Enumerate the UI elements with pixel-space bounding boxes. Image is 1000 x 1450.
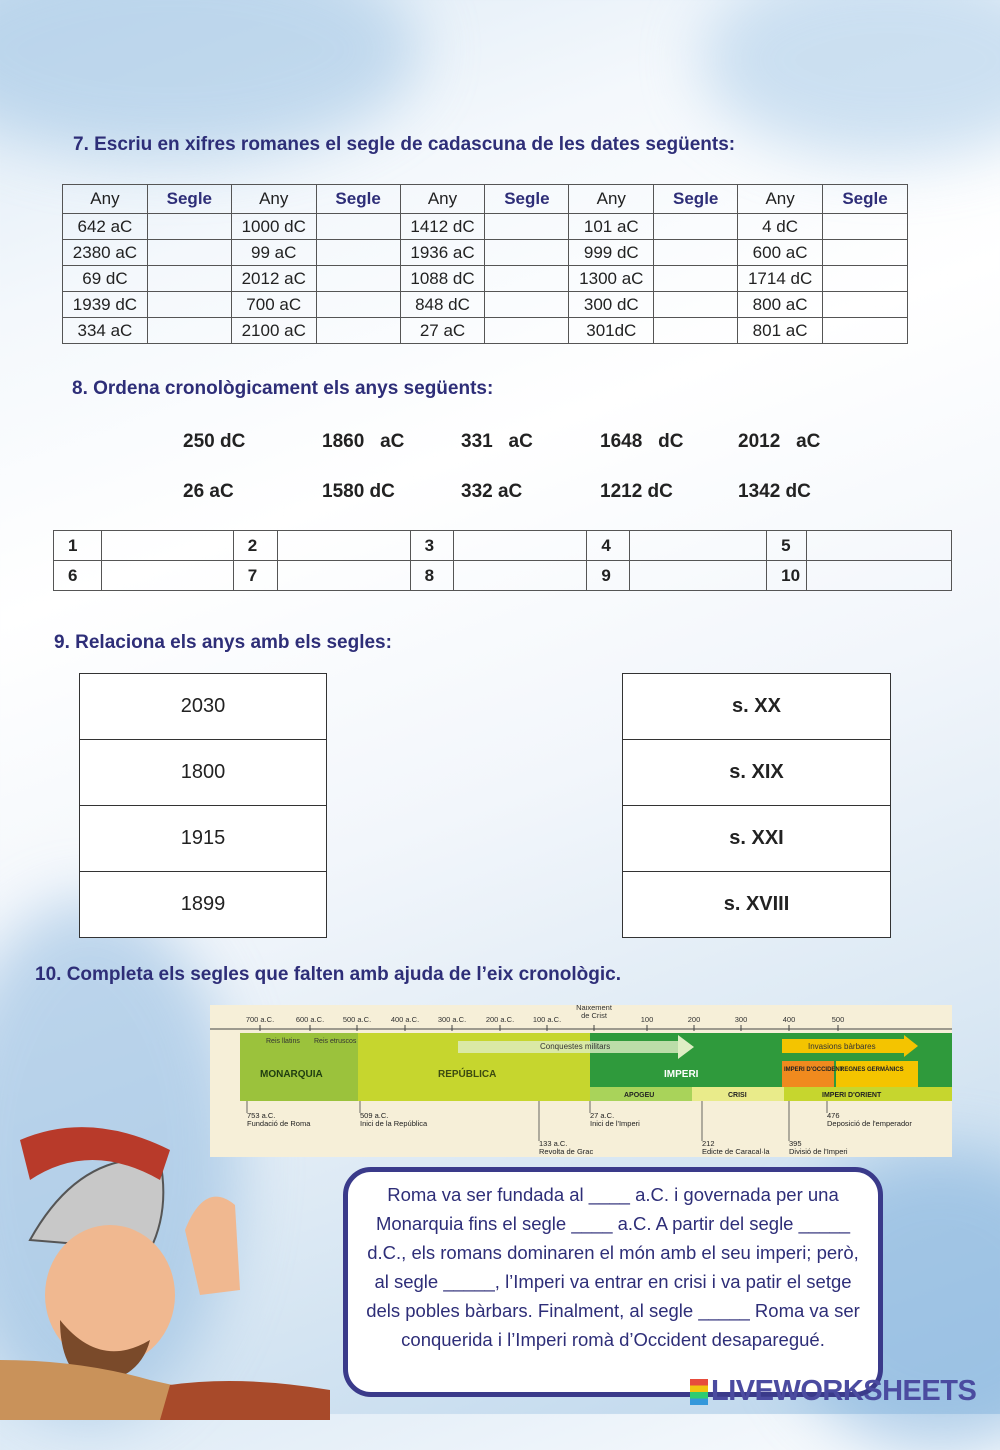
order-answer-cell[interactable]	[630, 531, 767, 561]
event-label: Deposició de l'emperador	[827, 1119, 912, 1128]
event-label: Divisió de l'Imperi	[789, 1147, 848, 1156]
q7-year-cell: 101 aC	[569, 214, 654, 240]
match-century[interactable]: s. XVIII	[723, 893, 790, 915]
event-label: Revolta de Grac	[539, 1147, 594, 1156]
year-item: 250 dC	[183, 431, 246, 452]
q7-century-answer-cell[interactable]	[316, 240, 400, 266]
q7-year-cell: 1714 dC	[738, 266, 823, 292]
q7-century-answer-cell[interactable]	[485, 214, 569, 240]
conquestes-label: Conquestes militars	[540, 1042, 611, 1051]
order-number: 10	[767, 561, 807, 591]
q7-year-cell: 334 aC	[63, 318, 148, 344]
event-year: 27 a.C.	[590, 1111, 615, 1120]
match-year[interactable]: 1915	[80, 806, 326, 872]
tick-label: 300 a.C.	[437, 1015, 467, 1024]
timeline-events	[247, 1101, 912, 1156]
q7-year-cell: 848 dC	[400, 292, 485, 318]
tick-label: 300	[734, 1015, 748, 1024]
q7-century-answer-cell[interactable]	[823, 318, 908, 344]
event-year: 476	[827, 1111, 840, 1120]
match-year[interactable]: 1800	[80, 740, 326, 806]
apogeu-label: APOGEU	[624, 1092, 655, 1099]
q7-century-answer-cell[interactable]	[316, 214, 400, 240]
timeline-ticks	[246, 1005, 844, 1031]
monarquia-label: MONARQUIA	[260, 1069, 323, 1080]
q7-century-answer-cell[interactable]	[316, 266, 400, 292]
q8-title: 8. Ordena cronològicament els anys següents:	[72, 378, 494, 399]
q7-year-cell: 1939 dC	[63, 292, 148, 318]
q7-year-cell: 301dC	[569, 318, 654, 344]
q7-century-answer-cell[interactable]	[485, 266, 569, 292]
q7-header-any: Any	[400, 185, 485, 214]
q7-header-segle: Segle	[485, 185, 569, 214]
tick-label: Naixement de Crist	[576, 1005, 612, 1020]
reis-etruscos-label: Reis etruscos	[314, 1038, 357, 1045]
q7-year-cell: 1088 dC	[400, 266, 485, 292]
invasions-label: Invasions bàrbares	[808, 1042, 876, 1051]
year-item: 26 aC	[183, 481, 234, 502]
q7-year-cell: 1300 aC	[569, 266, 654, 292]
event-year: 509 a.C.	[360, 1111, 389, 1120]
q7-century-answer-cell[interactable]	[823, 292, 908, 318]
q9-title: 9. Relaciona els anys amb els segles:	[54, 632, 392, 653]
watercolor-wash	[700, 0, 1000, 160]
order-answer-cell[interactable]	[453, 561, 587, 591]
order-answer-cell[interactable]	[277, 531, 410, 561]
tick-label: 400	[782, 1015, 796, 1024]
hand-shape	[185, 1197, 240, 1295]
q7-year-cell: 2100 aC	[231, 318, 316, 344]
q7-century-answer-cell[interactable]	[823, 266, 908, 292]
event-year: 133 a.C.	[539, 1139, 568, 1148]
q7-year-cell: 1412 dC	[400, 214, 485, 240]
q7-century-answer-cell[interactable]	[485, 292, 569, 318]
q7-century-answer-cell[interactable]	[316, 318, 400, 344]
order-answer-cell[interactable]	[453, 531, 587, 561]
order-answer-cell[interactable]	[630, 561, 767, 591]
q10-title: 10. Completa els segles que falten amb ajuda de l’eix cronològic.	[35, 964, 622, 985]
q7-year-cell: 99 aC	[231, 240, 316, 266]
order-number: 7	[233, 561, 277, 591]
year-item: 332 aC	[461, 481, 523, 502]
match-century[interactable]: s. XIX	[623, 740, 890, 806]
match-year[interactable]: 1899	[180, 893, 226, 915]
event-year: 753 a.C.	[247, 1111, 276, 1120]
q7-header-any: Any	[738, 185, 823, 214]
tick-label: 500	[831, 1015, 845, 1024]
q7-century-answer-cell[interactable]	[654, 266, 738, 292]
q7-year-cell: 300 dC	[569, 292, 654, 318]
regnes-label: REGNES GERMÀNICS	[840, 1067, 904, 1073]
q7-year-cell: 1000 dC	[231, 214, 316, 240]
year-item: 1648 dC	[600, 431, 684, 452]
event-year: 212	[702, 1139, 715, 1148]
order-answer-cell[interactable]	[277, 561, 410, 591]
live-icon	[690, 1379, 708, 1405]
q10-paragraph[interactable]: Roma va ser fundada al ____ a.C. i governada per una Monarquia fins el segle ____ a.C. A partir del segle _____ d.C., els romans dominaren el món amb el seu imperi; però, al segle _____, l’Imperi va entrar en crisi i va patir el setge dels pobles bàrbars. Finalment, al segle _____ Roma va ser conquerida i l’Imperi romà d’Occident desaparegué.	[343, 1167, 883, 1397]
year-item: 1212 dC	[600, 481, 673, 502]
roman-soldier-illustration	[0, 1120, 330, 1420]
q7-year-cell: 2012 aC	[231, 266, 316, 292]
order-number: 2	[233, 531, 277, 561]
q8-order-table	[53, 530, 952, 591]
order-answer-cell[interactable]	[807, 531, 952, 561]
q7-year-cell: 800 aC	[738, 292, 823, 318]
band-imperi-occident	[782, 1061, 834, 1087]
band-regnes-germanics	[836, 1061, 918, 1087]
year-item: 1342 dC	[738, 481, 811, 502]
q7-year-cell: 4 dC	[738, 214, 823, 240]
q7-header-segle: Segle	[147, 185, 231, 214]
tick-label: 400 a.C.	[390, 1015, 420, 1024]
tick-label: 100 a.C.	[532, 1015, 562, 1024]
imperi-label: IMPERI	[664, 1069, 699, 1080]
event-label: Inici de l'Imperi	[590, 1119, 640, 1128]
order-answer-cell[interactable]	[807, 561, 952, 591]
order-number: 4	[587, 531, 630, 561]
tick-label: 700 a.C.	[245, 1015, 275, 1024]
liveworksheets-logo: LIVEWORKSHEETS	[690, 1375, 976, 1408]
match-century[interactable]: s. XX	[623, 674, 890, 740]
order-number: 8	[410, 561, 453, 591]
q7-year-cell: 801 aC	[738, 318, 823, 344]
imperi-occident-label: IMPERI D'OCCIDENT	[784, 1067, 844, 1073]
q7-century-answer-cell[interactable]	[823, 240, 908, 266]
q7-row	[63, 214, 908, 240]
year-item: 2012 aC	[738, 431, 821, 452]
match-year[interactable]: 2030	[80, 674, 326, 740]
q9-years-box	[79, 673, 327, 938]
event-label: Edicte de Caracal·la	[702, 1147, 770, 1156]
order-number: 1	[54, 531, 102, 561]
q7-year-cell: 642 aC	[63, 214, 148, 240]
q7-year-cell: 2380 aC	[63, 240, 148, 266]
q7-century-answer-cell[interactable]	[654, 292, 738, 318]
q7-table	[62, 184, 908, 344]
q7-century-answer-cell[interactable]	[654, 214, 738, 240]
q7-year-cell: 27 aC	[400, 318, 485, 344]
order-number: 5	[767, 531, 807, 561]
tick-label: 200	[687, 1015, 701, 1024]
year-item: 1580 dC	[322, 481, 395, 502]
q7-year-cell: 999 dC	[569, 240, 654, 266]
q7-year-cell: 700 aC	[231, 292, 316, 318]
reis-llatins-label: Reis llatins	[266, 1038, 300, 1045]
q7-century-answer-cell[interactable]	[654, 240, 738, 266]
q7-row	[63, 318, 908, 344]
order-answer-cell[interactable]	[101, 531, 233, 561]
order-number: 3	[410, 531, 453, 561]
crisi-label: CRISI	[728, 1092, 747, 1099]
q7-century-answer-cell[interactable]	[654, 318, 738, 344]
q7-header-any: Any	[231, 185, 316, 214]
q7-century-answer-cell[interactable]	[485, 318, 569, 344]
order-number: 6	[54, 561, 102, 591]
cloak-shape	[160, 1381, 330, 1420]
q7-title: 7. Escriu en xifres romanes el segle de cadascuna de les dates següents:	[73, 134, 736, 155]
q7-century-answer-cell[interactable]	[147, 318, 231, 344]
order-number: 9	[587, 561, 630, 591]
q7-year-cell: 600 aC	[738, 240, 823, 266]
q7-row	[63, 266, 908, 292]
year-item: 1860 aC	[322, 431, 405, 452]
q7-century-answer-cell[interactable]	[147, 240, 231, 266]
q7-century-answer-cell[interactable]	[147, 214, 231, 240]
q7-century-answer-cell[interactable]	[147, 292, 231, 318]
q9-centuries-box	[622, 673, 891, 938]
q7-century-answer-cell[interactable]	[316, 292, 400, 318]
q7-row	[63, 240, 908, 266]
republica-label: REPÚBLICA	[438, 1069, 497, 1080]
q7-year-cell: 1936 aC	[400, 240, 485, 266]
q7-header-any: Any	[569, 185, 654, 214]
q7-header-segle: Segle	[654, 185, 738, 214]
order-answer-cell[interactable]	[101, 561, 233, 591]
tick-label: 100	[640, 1015, 654, 1024]
q7-century-answer-cell[interactable]	[485, 240, 569, 266]
tick-label: 600 a.C.	[295, 1015, 325, 1024]
q7-century-answer-cell[interactable]	[823, 214, 908, 240]
event-label: Inici de la República	[360, 1119, 428, 1128]
event-year: 395	[789, 1139, 802, 1148]
imperi-orient-label: IMPERI D'ORIENT	[822, 1092, 882, 1099]
q7-row	[63, 292, 908, 318]
q7-century-answer-cell[interactable]	[147, 266, 231, 292]
year-item: 331 aC	[461, 431, 533, 452]
q7-header-segle: Segle	[823, 185, 908, 214]
q7-header-segle: Segle	[316, 185, 400, 214]
tick-label: 500 a.C.	[342, 1015, 372, 1024]
match-century[interactable]: s. XXI	[623, 806, 890, 872]
event-label: Fundació de Roma	[247, 1119, 311, 1128]
q7-year-cell: 69 dC	[63, 266, 148, 292]
q7-header-any: Any	[63, 185, 148, 214]
tick-label: 200 a.C.	[485, 1015, 515, 1024]
